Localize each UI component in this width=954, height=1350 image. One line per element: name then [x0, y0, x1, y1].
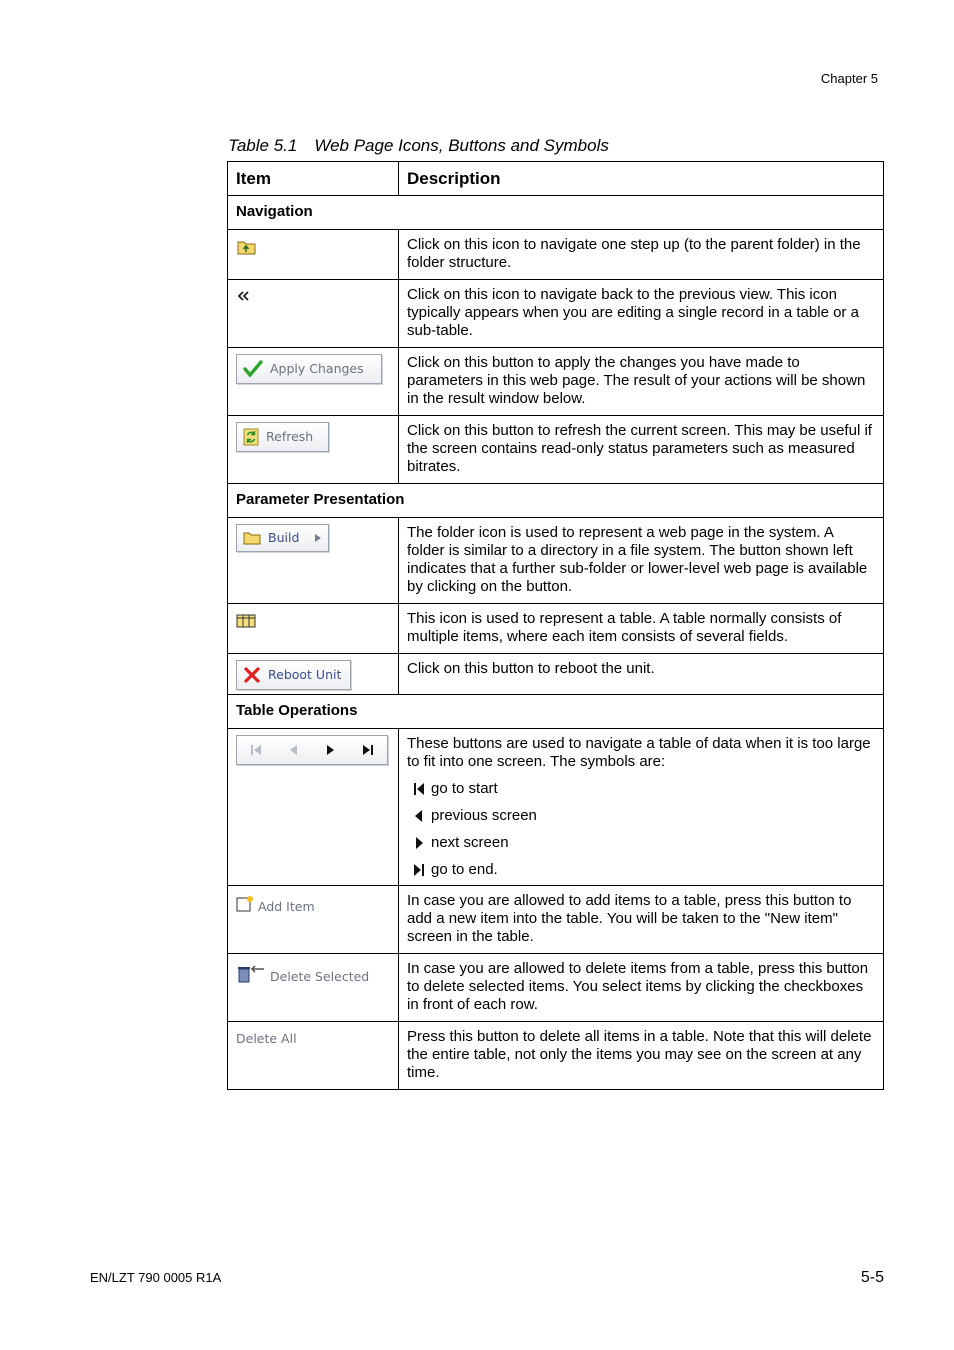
column-header-item: Item: [228, 162, 399, 196]
symbol-item: [413, 807, 874, 825]
delete-selected-label: Delete Selected: [270, 969, 370, 984]
reboot-unit-label: Reboot Unit: [268, 667, 342, 682]
build-label: Build: [268, 530, 300, 545]
item-cell: [228, 604, 399, 654]
table-row: [228, 654, 884, 695]
table-row: [228, 280, 884, 348]
item-cell: [228, 954, 399, 1022]
add-item-button[interactable]: [236, 892, 315, 916]
header-row: [228, 162, 884, 196]
build-button[interactable]: [236, 524, 329, 552]
symbol-label: go to end.: [431, 861, 498, 878]
item-cell: [228, 230, 399, 280]
add-item-label: Add Item: [258, 899, 315, 914]
description-cell: Press this button to delete all items in a table. Note that this will delete the entire table, not only the items you may see on the screen at any time.: [399, 1022, 884, 1090]
section-row: [228, 196, 884, 230]
section-parameter-presentation: Parameter Presentation: [228, 484, 884, 518]
item-cell: [228, 729, 399, 886]
item-cell: [228, 518, 399, 604]
item-cell: [228, 886, 399, 954]
table-row: [228, 729, 884, 886]
item-cell: [228, 416, 399, 484]
document-id: EN/LZT 790 0005 R1A: [90, 1270, 222, 1285]
description-cell: In case you are allowed to add items to a table, press this button to add a new item into the table. You will be taken to the "New item" screen in the table.: [399, 886, 884, 954]
table-row: [228, 230, 884, 280]
previous-page-icon[interactable]: [288, 743, 300, 757]
description-cell: Click on this icon to navigate one step up (to the parent folder) in the folder structure.: [399, 230, 884, 280]
item-cell: [228, 654, 399, 695]
description-cell: Click on this button to refresh the current screen. This may be useful if the screen contains read-only status parameters such as measured bitrates.: [399, 416, 884, 484]
section-table-operations: Table Operations: [228, 695, 884, 729]
symbol-label: go to start: [431, 780, 498, 797]
next-page-icon[interactable]: [324, 743, 336, 757]
chapter-label: Chapter 5: [820, 71, 878, 86]
description-cell: Click on this button to reboot the unit.: [399, 654, 884, 695]
previous-page-icon: [414, 809, 424, 823]
section-row: [228, 484, 884, 518]
item-cell: [228, 348, 399, 416]
add-item-icon: [236, 895, 254, 913]
caption-title: Web Page Icons, Buttons and Symbols: [314, 136, 609, 155]
red-x-icon: [243, 666, 261, 684]
caption-number: Table 5.1: [228, 136, 298, 155]
delete-all-label: Delete All: [236, 1031, 297, 1046]
symbol-label: next screen: [431, 834, 509, 851]
apply-changes-label: Apply Changes: [270, 361, 364, 376]
table-row: [228, 954, 884, 1022]
section-row: [228, 695, 884, 729]
refresh-label: Refresh: [266, 429, 314, 444]
folder-up-icon: [236, 238, 258, 256]
refresh-icon: [243, 428, 259, 446]
delete-all-button[interactable]: [236, 1028, 297, 1048]
table-icon: [236, 613, 256, 629]
symbol-item: [413, 834, 874, 852]
symbol-label: previous screen: [431, 807, 537, 824]
last-page-icon: [413, 863, 425, 877]
table-row: [228, 604, 884, 654]
table-caption: [228, 136, 609, 156]
table-row: [228, 1022, 884, 1090]
item-cell: [228, 280, 399, 348]
last-page-icon[interactable]: [361, 743, 375, 757]
column-header-description: Description: [399, 162, 884, 196]
item-cell: [228, 1022, 399, 1090]
delete-selected-icon: [236, 963, 266, 983]
checkmark-icon: [243, 360, 263, 378]
page-number: 5-5: [860, 1269, 884, 1286]
delete-selected-button[interactable]: [236, 960, 369, 986]
table-row: [228, 416, 884, 484]
first-page-icon[interactable]: [249, 743, 263, 757]
first-page-icon: [413, 782, 425, 796]
icons-table: [227, 161, 884, 1090]
description-cell: This icon is used to represent a table. A table normally consists of multiple items, where each item consists of several fields.: [399, 604, 884, 654]
description-cell: Click on this button to apply the changes you have made to parameters in this web page. The result of your actions will be shown in the result window below.: [399, 348, 884, 416]
description-cell: The folder icon is used to represent a web page in the system. A folder is similar to a directory in a file system. The button shown left indicates that a further sub-folder or lower-level web page is available by clicking on the button.: [399, 518, 884, 604]
reboot-unit-button[interactable]: [236, 660, 351, 690]
pager-control: [236, 735, 388, 765]
double-chevron-left-icon: [236, 289, 250, 303]
description-cell: Click on this icon to navigate back to the previous view. This icon typically appears when you are editing a single record in a table or a sub-table.: [399, 280, 884, 348]
table-row: [228, 886, 884, 954]
apply-changes-button[interactable]: [236, 354, 382, 384]
symbol-item: [413, 780, 874, 798]
description-cell: [399, 729, 884, 886]
table-row: [228, 518, 884, 604]
table-row: [228, 348, 884, 416]
section-navigation: Navigation: [228, 196, 884, 230]
pager-description: These buttons are used to navigate a table of data when it is too large to fit into one screen. The symbols are:: [407, 735, 871, 770]
refresh-button[interactable]: [236, 422, 329, 452]
description-cell: In case you are allowed to delete items from a table, press this button to delete selected items. You select items by clicking the checkboxes in front of each row.: [399, 954, 884, 1022]
folder-icon: [243, 531, 261, 545]
symbol-item: [413, 861, 874, 879]
chevron-right-icon: [314, 533, 322, 543]
next-page-icon: [414, 836, 424, 850]
